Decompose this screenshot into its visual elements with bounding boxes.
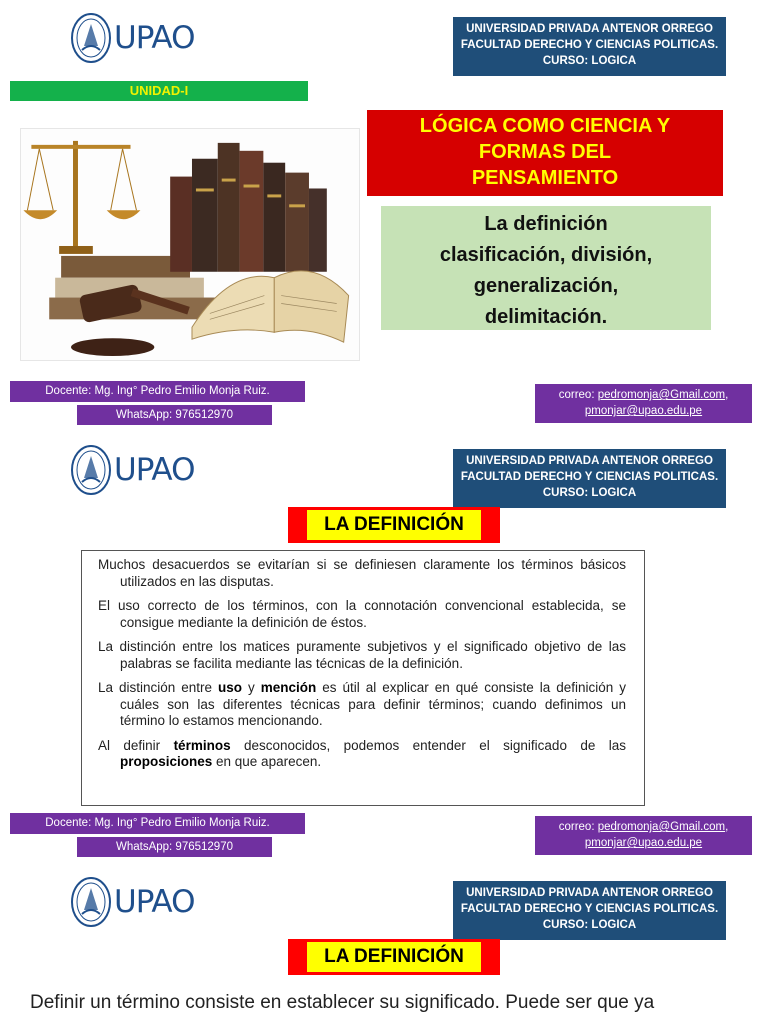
course-name: CURSO: LOGICA: [542, 487, 637, 499]
paragraph: La distinción entre uso y mención es útil al explicar en qué consiste la definición y cuáles son las diferentes técnicas para definir términos; cuando definimos un término lo estamos mencionando.: [98, 680, 626, 728]
title-line: LÓGICA COMO CIENCIA Y: [419, 115, 671, 137]
slide-1: [0, 0, 768, 432]
whatsapp-label: WhatsApp: 976512970: [77, 837, 272, 857]
title-line: PENSAMIENTO: [471, 167, 619, 189]
logo-text: UPAO: [114, 884, 195, 920]
slide-title-box: [367, 110, 723, 196]
law-books-illustration: [20, 128, 360, 361]
bold-term: uso: [218, 680, 243, 695]
docente-label: Docente: Mg. Ing° Pedro Emilio Monja Ruiz.: [10, 813, 305, 834]
title-line: FORMAS DEL: [478, 141, 612, 163]
paragraph: Muchos desacuerdos se evitarían si se definiesen claramente los términos básicos utilizados en las disputas.: [98, 557, 626, 589]
correo-label: correo:: [558, 821, 595, 833]
course-name: CURSO: LOGICA: [542, 919, 637, 931]
email-link-1[interactable]: pedromonja@Gmail.com: [597, 389, 726, 401]
correo-box: correo: pedromonja@Gmail.com, pmonjar@upao.edu.pe: [535, 384, 752, 423]
bold-term: términos: [173, 737, 231, 753]
faculty-name: FACULTAD DERECHO Y CIENCIAS POLITICAS.: [460, 903, 719, 915]
bold-term: proposiciones: [120, 754, 213, 769]
definition-text-box: [81, 550, 645, 806]
subtitle-line: clasificación, división,: [439, 244, 653, 266]
correo-label: correo:: [558, 389, 595, 401]
unidad-bar: UNIDAD-I: [10, 81, 308, 101]
definition-paragraph: Definir un término consiste en establecer su significado. Puede ser que ya: [30, 992, 655, 1013]
correo-box: correo: pedromonja@Gmail.com, pmonjar@upao.edu.pe: [535, 816, 752, 855]
whatsapp-label: WhatsApp: 976512970: [77, 405, 272, 425]
scales-books-gavel-image: [21, 129, 359, 360]
bold-term: mención: [260, 680, 317, 695]
logo-text: UPAO: [114, 452, 195, 488]
course-name: CURSO: LOGICA: [542, 55, 637, 67]
university-header-box: [453, 449, 726, 508]
university-header-box: [453, 881, 726, 940]
paragraph: El uso correcto de los términos, con la connotación convencional establecida, se consigue mediante la definición de éstos.: [98, 598, 626, 630]
university-header-box: [453, 17, 726, 76]
subtitle-line: La definición: [484, 213, 608, 235]
slide-2: [0, 432, 768, 864]
subtitle-line: delimitación.: [484, 306, 608, 328]
paragraph: Al definir términos desconocidos, podemos entender el significado de las proposiciones en que aparecen.: [98, 737, 626, 769]
faculty-name: FACULTAD DERECHO Y CIENCIAS POLITICAS.: [460, 471, 719, 483]
definition-title-box: [288, 507, 500, 543]
definition-title-box: [288, 939, 500, 975]
slide-3: [0, 864, 768, 1024]
university-name: UNIVERSIDAD PRIVADA ANTENOR ORREGO: [466, 887, 713, 899]
university-name: UNIVERSIDAD PRIVADA ANTENOR ORREGO: [466, 23, 713, 35]
university-name: UNIVERSIDAD PRIVADA ANTENOR ORREGO: [466, 455, 713, 467]
upao-logo: [70, 876, 194, 928]
scales-icon: [23, 141, 140, 254]
subtitle-box: [381, 206, 711, 330]
definition-title: LA DEFINICIÓN: [307, 942, 481, 972]
email-link-1[interactable]: pedromonja@Gmail.com: [597, 821, 726, 833]
upao-seal-icon: [70, 876, 112, 928]
email-link-2[interactable]: pmonjar@upao.edu.pe: [584, 405, 703, 417]
paragraph: La distinción entre los matices puramente subjetivos y el significado objetivo de las palabras se facilita mediante las técnicas de la definición.: [98, 639, 626, 671]
upao-logo: [70, 12, 194, 64]
faculty-name: FACULTAD DERECHO Y CIENCIAS POLITICAS.: [460, 39, 719, 51]
upao-seal-icon: [70, 12, 112, 64]
subtitle-line: generalización,: [473, 275, 619, 297]
definition-title: LA DEFINICIÓN: [307, 510, 481, 540]
open-book-icon: [192, 271, 349, 342]
docente-label: Docente: Mg. Ing° Pedro Emilio Monja Ruiz.: [10, 381, 305, 402]
email-link-2[interactable]: pmonjar@upao.edu.pe: [584, 837, 703, 849]
upao-seal-icon: [70, 444, 112, 496]
upao-logo: [70, 444, 194, 496]
logo-text: UPAO: [114, 20, 195, 56]
